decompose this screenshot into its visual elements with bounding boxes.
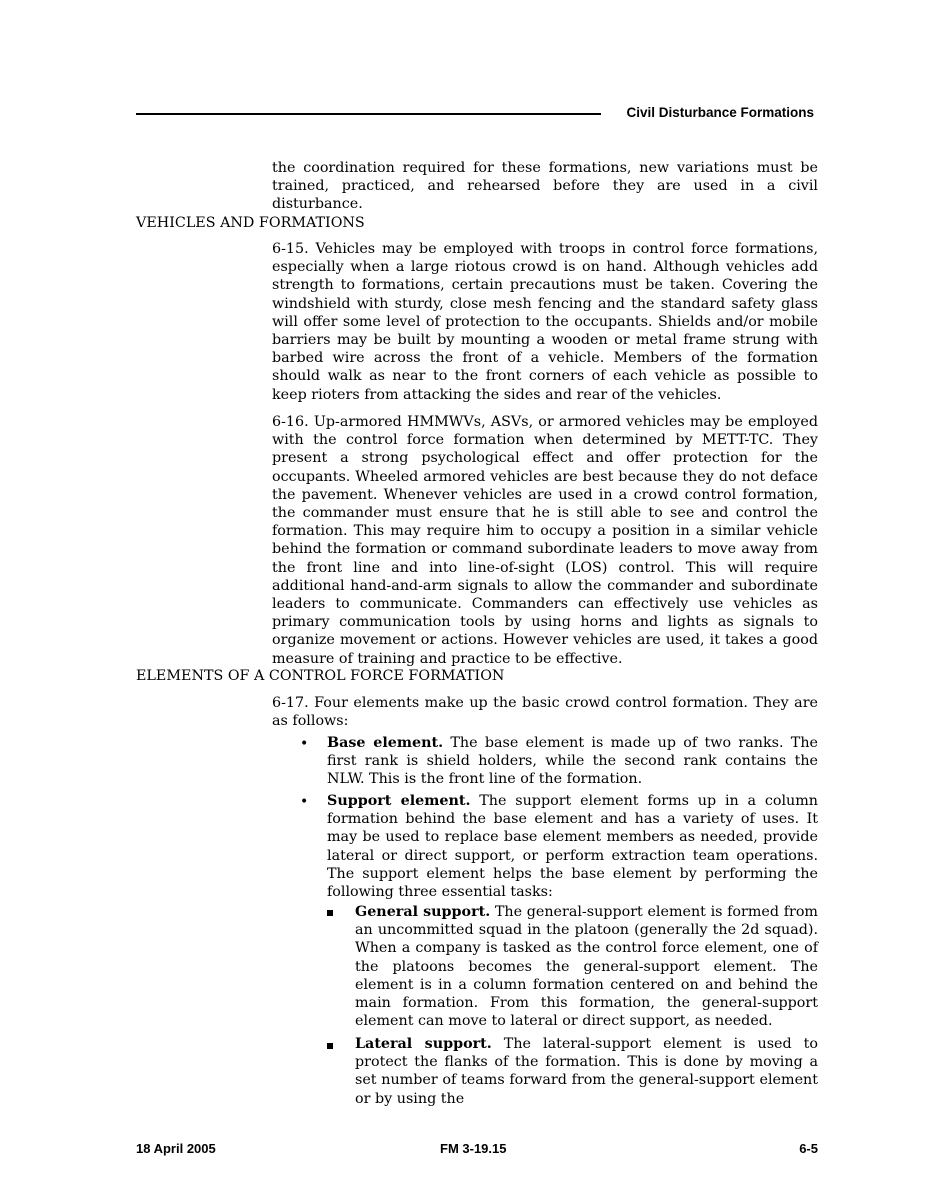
square-bullet-icon <box>327 910 333 916</box>
running-header: Civil Disturbance Formations <box>626 105 814 120</box>
sub-list-item-general-support <box>355 903 818 1030</box>
list-item-text: The base element is made up of two ranks. The first rank is shield holders, while the second rank contains the NLW. This is the front line of the formation. <box>327 735 819 788</box>
footer-date: 18 April 2005 <box>136 1141 216 1156</box>
square-bullet-icon <box>327 1043 333 1049</box>
sub-list-item-text: The general-support element is formed from an uncommitted squad in the platoon (generally the 2d squad). When a company is tasked as the control force element, one of the platoons becomes the general-support element. The element is in a column formation centered on and behind the main formation. From this formation, the general-support element can move to lateral or direct support, as needed. <box>355 904 818 1030</box>
intro-paragraph: the coordination required for these formations, new variations must be trained, practiced, and rehearsed before they are used in a civil disturbance. <box>272 160 818 213</box>
list-item-term: Support element. <box>327 793 471 809</box>
paragraph-6-17: 6-17. Four elements make up the basic crowd control formation. They are as follows: <box>272 695 818 730</box>
paragraph-6-16: 6-16. Up-armored HMMWVs, ASVs, or armored vehicles may be employed with the control force formation when determined by METT-TC. They present a strong psychological effect and offer protection for the occupants. Wheeled armored vehicles are best because they do not deface the pavement. Whenever vehicles are used in a crowd control formation, the commander must ensure that he is still able to see and control the formation. This may require him to occupy a position in a similar vehicle behind the formation or command subordinate leaders to move away from the front line and into line-of-sight (LOS) control. This will require additional hand-and-arm signals to allow the commander and subordinate leaders to communicate. Commanders can effectively use vehicles as primary communication tools by using horns and lights as signals to organize movement or actions. However vehicles are used, it takes a good measure of training and practice to be effective. <box>272 414 818 667</box>
section-heading-vehicles: VEHICLES AND FORMATIONS <box>136 215 365 231</box>
list-item-term: Base element. <box>327 735 444 751</box>
paragraph-6-15: 6-15. Vehicles may be employed with troops in control force formations, especially when a large riotous crowd is on hand. Although vehicles add strength to formations, certain precautions must be taken. Covering the windshield with sturdy, close mesh fencing and the standard safety glass will offer some level of protection to the occupants. Shields and/or mobile barriers may be built by mounting a wooden or metal frame strung with barbed wire across the front of a vehicle. Members of the formation should walk as near to the front corners of each vehicle as possible to keep rioters from attacking the sides and rear of the vehicles. <box>272 241 818 403</box>
sub-list-item-lateral-support <box>355 1035 818 1108</box>
list-item-support-element <box>327 792 818 901</box>
sub-list-item-term: Lateral support. <box>355 1036 492 1052</box>
footer-page-number: 6-5 <box>799 1141 818 1156</box>
header-rule <box>136 113 601 115</box>
footer-document-number: FM 3-19.15 <box>440 1141 507 1156</box>
sub-list-item-text: The lateral-support element is used to protect the flanks of the formation. This is done by moving a set number of teams forward from the general-support element or by using the <box>355 1036 818 1107</box>
bullet-icon: • <box>300 794 309 810</box>
bullet-icon: • <box>300 736 309 752</box>
section-heading-elements: ELEMENTS OF A CONTROL FORCE FORMATION <box>136 668 505 684</box>
sub-list-item-term: General support. <box>355 904 491 920</box>
list-item-text: The support element forms up in a column formation behind the base element and has a variety of uses. It may be used to replace base element members as needed, provide lateral or direct support, or perform extraction team operations. The support element helps the base element by performing the following three essential tasks: <box>327 793 819 901</box>
list-item-base-element <box>327 734 818 789</box>
